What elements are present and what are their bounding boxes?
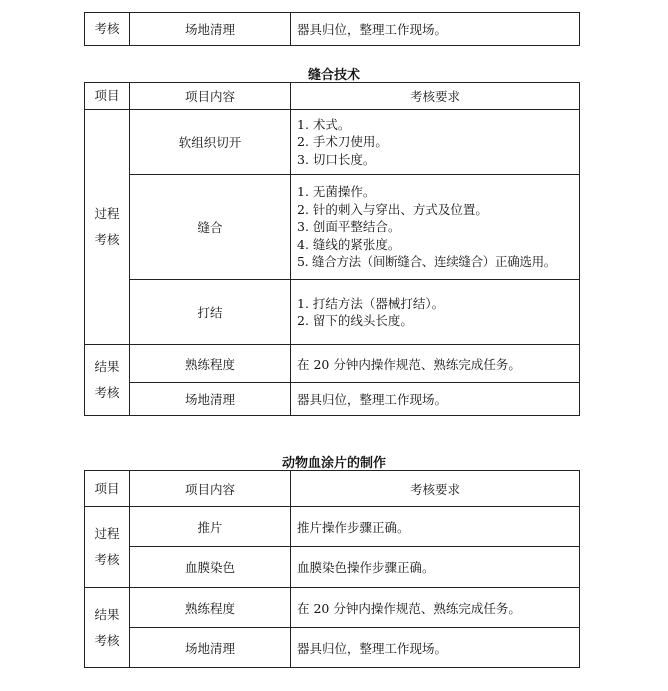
content-cell: 推片 [130, 507, 291, 547]
table-row [85, 110, 580, 175]
header-requirement: 考核要求 [291, 83, 580, 110]
process-label-1: 过程 [94, 526, 120, 541]
requirement-cell: 在 20 分钟内操作规范、熟练完成任务。 [291, 588, 580, 628]
header-content: 项目内容 [130, 471, 291, 507]
content-cell: 熟练程度 [130, 345, 291, 383]
content-cell: 熟练程度 [130, 588, 291, 628]
header-row [85, 83, 580, 110]
suturing-title: 缝合技术 [307, 68, 360, 83]
requirement-cell: 器具归位，整理工作现场。 [291, 628, 580, 668]
suturing-table [84, 82, 580, 416]
content-cell: 场地清理 [130, 628, 291, 668]
requirement-line: 3. 创面平整结合。 [297, 219, 401, 235]
table-row [85, 175, 580, 280]
requirement-cell: 血膜染色操作步骤正确。 [291, 547, 580, 588]
requirement-line: 5. 缝合方法（间断缝合、连续缝合）正确选用。 [297, 254, 557, 270]
header-content: 项目内容 [130, 83, 291, 110]
content-cell: 场地清理 [130, 383, 291, 416]
process-label-1: 过程 [94, 206, 120, 221]
content-cell: 场地清理 [130, 13, 291, 46]
table-row [85, 628, 580, 668]
process-assessment-cell [85, 507, 130, 588]
category-cell: 考核 [85, 13, 130, 46]
process-assessment-cell [85, 110, 130, 345]
requirement-cell: 推片操作步骤正确。 [291, 507, 580, 547]
header-item: 项目 [85, 83, 130, 110]
header-requirement: 考核要求 [291, 471, 580, 507]
requirement-cell: 在 20 分钟内操作规范、熟练完成任务。 [291, 345, 580, 383]
top-fragment-table [84, 12, 580, 46]
content-cell: 打结 [130, 280, 291, 345]
requirement-line: 1. 打结方法（器械打结）。 [297, 295, 445, 311]
table-row [85, 588, 580, 628]
requirement-line: 2. 手术刀使用。 [297, 134, 388, 150]
process-label-2: 考核 [94, 552, 120, 567]
requirement-line: 1. 无菌操作。 [297, 184, 376, 200]
table-row [85, 383, 580, 416]
content-cell: 缝合 [130, 175, 291, 280]
requirement-cell [291, 175, 580, 280]
requirement-line: 2. 留下的线头长度。 [297, 313, 413, 328]
header-item: 项目 [85, 471, 130, 507]
result-label-2: 考核 [94, 385, 120, 400]
requirement-cell: 器具归位，整理工作现场。 [291, 13, 580, 46]
header-row [85, 471, 580, 507]
result-assessment-cell [85, 588, 130, 668]
content-cell: 软组织切开 [130, 110, 291, 175]
requirement-line: 1. 术式。 [297, 116, 351, 132]
table-row [85, 345, 580, 383]
result-label-1: 结果 [94, 606, 120, 622]
requirement-line: 3. 切口长度。 [297, 151, 376, 167]
requirement-cell: 器具归位，整理工作现场。 [291, 383, 580, 416]
content-cell: 血膜染色 [130, 547, 291, 588]
table-row [85, 507, 580, 547]
requirement-line: 4. 缝线的紧张度。 [297, 236, 401, 252]
result-label-1: 结果 [94, 359, 120, 374]
blood-smear-table [84, 470, 580, 668]
process-label-2: 考核 [94, 232, 120, 247]
result-label-2: 考核 [94, 632, 120, 648]
table-row [85, 280, 580, 345]
requirement-cell [291, 280, 580, 345]
result-assessment-cell [85, 345, 130, 416]
table-row [85, 547, 580, 588]
table-row [85, 13, 580, 46]
blood-smear-title: 动物血涂片的制作 [281, 456, 386, 471]
requirement-cell [291, 110, 580, 175]
requirement-line: 2. 针的刺入与穿出、方式及位置。 [297, 201, 488, 217]
